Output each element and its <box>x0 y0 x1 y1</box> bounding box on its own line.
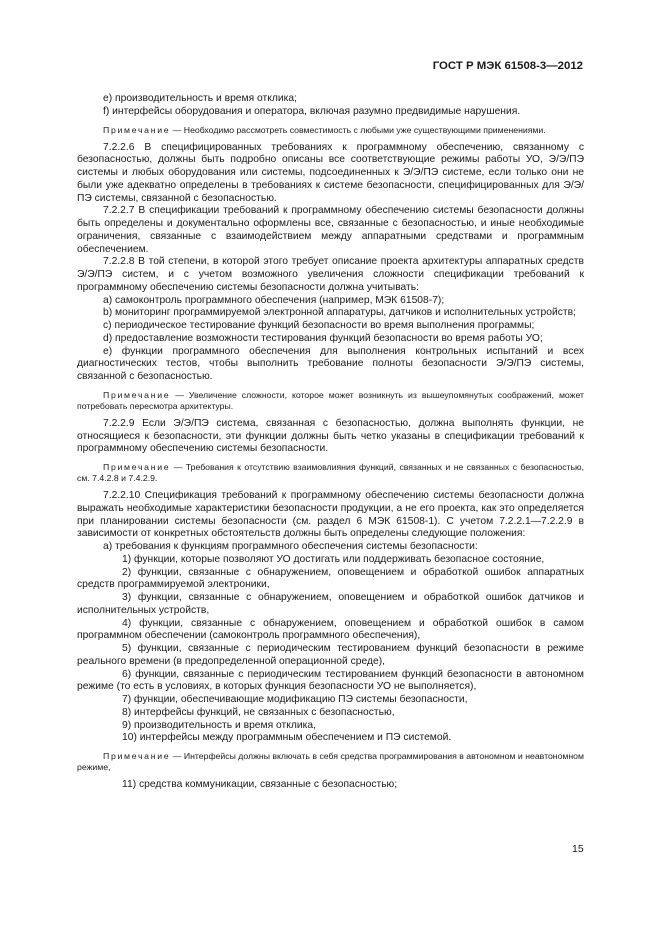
list-item-d: d) предоставление возможности тестирования функций безопасности во время работы УО; <box>103 332 543 344</box>
note-label: Примечание <box>103 462 171 472</box>
sub-item-1: 1) функции, которые позволяют УО достигать или поддерживать безопасное состояние, <box>122 553 545 565</box>
list-item-e: e) производительность и время отклика; <box>103 93 297 104</box>
clause-7-2-2-7: 7.2.2.7 В спецификации требований к программному обеспечению системы безопасности должны быть определены и документально оформлены все, связанные с безопасностью, и иные необходимые ограничения, связанные с взаимодействием между аппаратными средствами и программным обеспечением. <box>77 205 584 255</box>
standard-header: ГОСТ Р МЭК 61508-3—2012 <box>432 60 583 72</box>
clause-7-2-2-10: 7.2.2.10 Спецификация требований к программному обеспечению системы безопасности должна выражать необходимые характеристики безопасности продукции, а не его проекта, как это определяется при планировании системы безопасности (см. раздел 6 МЭК 61508-1). С учетом 7.2.2.1—7.2.2.9 в зависимости от конкретных обстоятельств должны быть определены следующие положения: <box>77 490 584 540</box>
clause-7-2-2-9: 7.2.2.9 Если Э/Э/ПЭ система, связанная с безопасностью, должна выполнять функции, не относящиеся к безопасности, эти функции должны быть четко указаны в спецификации требований к программному обеспечению системы безопасности. <box>77 417 584 455</box>
page-content <box>77 93 584 792</box>
clause-7-2-2-6: 7.2.2.6 В специфицированных требованиях к программному обеспечению, связанному с безопасностью, должны быть подробно описаны все соответствующие режимы работы УО, Э/Э/ПЭ системы и любых оборудования или системы, подсоединенных к Э/Э/ПЭ системе, если только они не были уже адекватно определены в требованиях к системе безопасности, специфицированных для Э/Э/ПЭ системы, связанной с безопасностью. <box>77 141 584 204</box>
list-item-c: c) периодическое тестирование функций безопасности во время выполнения программы; <box>103 320 535 331</box>
note-1 <box>77 125 584 136</box>
clause-7-2-2-8: 7.2.2.8 В той степени, в которой этого требует описание проекта архитектуры аппаратных средств Э/Э/ПЭ систем, и с учетом возможного увеличения сложности спецификации требований к программному обеспечению системы безопасности должна учитывать: <box>77 256 584 293</box>
note-text: — Интерфейсы должны включать в себя средства программирования в автономном и неавтономном режиме, <box>77 751 584 772</box>
sub-item-5: 5) функции, связанные с периодическим тестированием функций безопасности в режиме реального времени (в предопределенной операционной среде), <box>77 643 584 667</box>
list-item-b: b) мониторинг программируемой электронной аппаратуры, датчиков и исполнительных устройств; <box>103 307 576 319</box>
sub-item-7: 7) функции, обеспечивающие модификацию ПЭ системы безопасности, <box>122 694 468 705</box>
note-2 <box>77 390 584 412</box>
note-label: Примечание <box>103 389 171 400</box>
sub-item-6: 6) функции, связанные с периодическим тестированием функций безопасности в автономном режиме (то есть в условиях, в которых функция безопасности УО не выполняется), <box>77 668 584 693</box>
note-3 <box>77 462 584 484</box>
note-text: — Увеличение сложности, которое может возникнуть из вышеупомянутых соображений, может потребовать пересмотра архитектуры. <box>77 389 584 411</box>
note-label: Примечание <box>103 751 171 761</box>
sub-item-2: 2) функции, связанные с обнаружением, оповещением и обработкой ошибок аппаратных средств программируемой электроники, <box>77 566 584 591</box>
note-text: — Необходимо рассмотреть совместимость с любыми уже существующими применениями. <box>170 124 546 135</box>
sub-item-8: 8) интерфейсы функций, не связанных с безопасностью, <box>122 706 395 718</box>
sub-item-11: 11) средства коммуникации, связанные с безопасностью; <box>122 779 398 790</box>
sub-item-3: 3) функции, связанные с обнаружением, оповещением и обработкой ошибок датчиков и исполнительных устройств, <box>77 592 584 616</box>
sub-item-10: 10) интерфейсы между программным обеспечением и ПЭ системой. <box>122 732 452 744</box>
sub-item-4: 4) функции, связанные с обнаружением, оповещением и обработкой ошибок в самом программном обеспечении (самоконтроль программного обеспечения), <box>77 617 584 642</box>
note-4 <box>77 751 584 773</box>
sub-item-9: 9) производительность и время отклика, <box>122 719 316 731</box>
list-item-e2: e) функции программного обеспечения для выполнения контрольных испытаний и всех диагностических тестов, чтобы выполнить требование полноты безопасности Э/Э/ПЭ системы, связанной с безопасностью. <box>77 345 584 382</box>
list-item-a2: a) требования к функциям программного обеспечения системы безопасности: <box>103 541 478 552</box>
list-item-f: f) интерфейсы оборудования и оператора, включая разумно предвидимые нарушения. <box>103 105 521 117</box>
note-text: — Требования к отсутствию взаимовлияния функций, связанных и не связанных с безопасностью, см. 7.4.2.8 и 7.4.2.9. <box>77 462 584 483</box>
list-item-a: a) самоконтроль программного обеспечения (например, МЭК 61508-7); <box>103 294 445 306</box>
note-label: Примечание <box>103 124 171 135</box>
page-number: 15 <box>572 843 584 855</box>
